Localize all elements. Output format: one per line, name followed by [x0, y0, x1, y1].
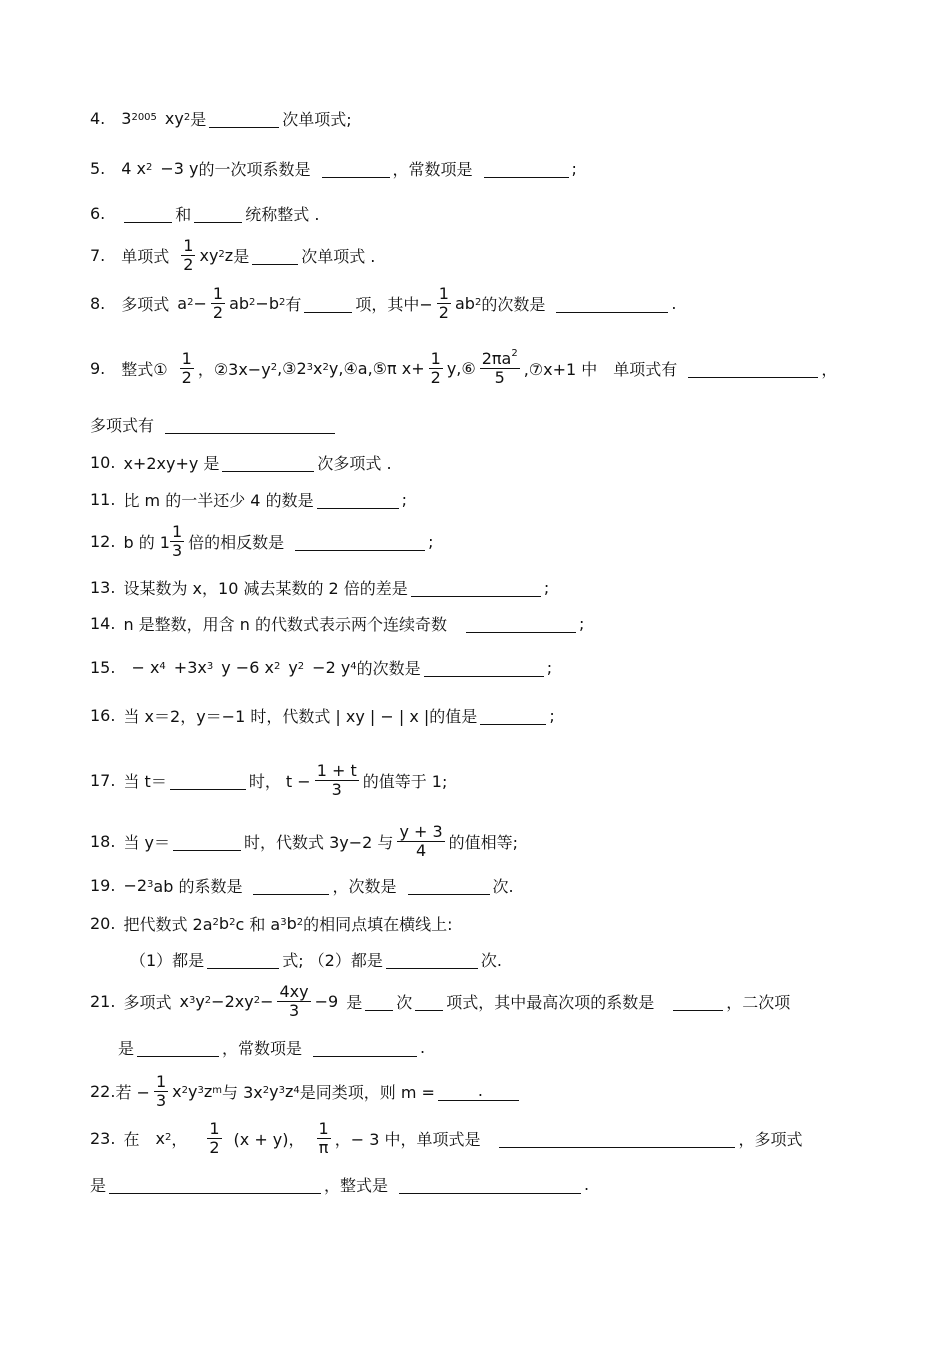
- text: （1）都是: [130, 950, 205, 970]
- text: 是: [233, 246, 250, 266]
- math-text: xy: [199, 245, 219, 265]
- question-number: 20.: [90, 913, 116, 933]
- answer-blank[interactable]: [438, 1082, 478, 1101]
- text: 次多项式 .: [317, 453, 392, 473]
- answer-blank[interactable]: [399, 1175, 581, 1194]
- text: 次.: [480, 950, 502, 970]
- question-9: 9. 整式① $\frac{1}{2}$ ，②3x−y 2 ,③2 3 x 2 y,④a,⑤π x+ $\frac{1}{2}$ y,⑥ $\frac{2\pi a^2}{5}$ ,⑦x+1 中 单项式有 ，: [90, 347, 838, 387]
- text: 的值等于 1;: [362, 771, 448, 791]
- answer-blank[interactable]: [365, 992, 393, 1011]
- fraction: [170, 523, 184, 559]
- text: ，: [171, 1129, 188, 1149]
- math-text: 3: [121, 108, 132, 128]
- text: 整式①: [121, 359, 168, 379]
- fraction: [317, 1120, 331, 1156]
- answer-blank[interactable]: [194, 204, 242, 223]
- question-19: 19. −2 3 ab 的系数是 ，次数是 次.: [90, 875, 514, 896]
- question-21: 21. 多项式 x 3 y 2 −2xy 2 − $\frac{4xy}{3}$ −9 是 次 项式，其中最高次项的系数是 ，二次项: [90, 981, 791, 1020]
- text: 当 t＝: [123, 771, 167, 791]
- numerator: 4xy: [279, 981, 309, 1001]
- question-13: [90, 567, 549, 607]
- text: ;: [546, 657, 553, 677]
- math-text: 4 x: [121, 158, 146, 178]
- question-number: 22.: [90, 1081, 116, 1101]
- question-number: 10.: [90, 452, 116, 472]
- numerator: 1: [318, 1118, 329, 1138]
- text: 当 x＝2，y＝−1 时，代数式 | xy | − | x |的值是: [123, 706, 478, 726]
- answer-blank[interactable]: [466, 614, 576, 633]
- text: x: [313, 358, 323, 378]
- text: 的值相等;: [448, 832, 519, 852]
- text: 在: [123, 1129, 140, 1149]
- numerator: 1: [209, 1118, 220, 1138]
- question-8: 8. 多项式 a 2 − $\frac{1}{2}$ ab 2 −b 2 有 项，其中− $\frac{1}{2}$ ab 2 的次数是 .: [90, 283, 677, 322]
- denominator: 4: [415, 840, 427, 860]
- denominator: 3: [331, 779, 342, 799]
- fraction: [429, 350, 443, 386]
- text: .: [584, 1174, 590, 1194]
- text: ,③2: [277, 358, 307, 378]
- text: 倍的相反数是: [188, 532, 285, 552]
- denominator: 5: [494, 367, 505, 387]
- numerator: 1: [155, 1071, 167, 1091]
- answer-blank[interactable]: [386, 950, 478, 969]
- denominator: 3: [171, 540, 183, 560]
- text: 单项式: [121, 246, 170, 266]
- numerator: y + 3: [399, 821, 443, 841]
- numerator: 1: [183, 235, 194, 255]
- text: 的相同点填在横线上:: [303, 914, 453, 934]
- text: ;: [401, 489, 407, 509]
- answer-blank[interactable]: [209, 109, 279, 128]
- denominator: 2: [212, 302, 224, 322]
- math-text: (x + y)，: [233, 1129, 305, 1149]
- question-11: [90, 479, 407, 519]
- text: 统称整式 .: [245, 204, 320, 224]
- question-22: 22. 若 − $\frac{1}{3}$ x 2 y 3 z m 与 3x 2 y 3 z 4 是同类项，则 m = .: [90, 1071, 522, 1111]
- text: 和: [175, 204, 192, 224]
- math-text: −2 y: [312, 657, 351, 677]
- answer-blank[interactable]: [252, 246, 298, 265]
- text: 是: [346, 992, 363, 1012]
- question-number: 19.: [90, 875, 116, 895]
- question-20-parts: [130, 939, 502, 979]
- question-15: 15. − x 4 +3x 3 y −6 x 2 y 2 −2 y 4 的次数是 ;: [90, 657, 553, 678]
- math-text: y: [187, 1081, 198, 1101]
- question-23: 23. 在 x 2 ， $\frac{1}{2}$ (x + y)， $\frac{1}{\pi}$ ，− 3 中，单项式是 ，多项式: [90, 1118, 803, 1157]
- text: 若 −: [115, 1082, 150, 1102]
- math-text: xy: [164, 108, 184, 128]
- math-text: a: [177, 293, 188, 313]
- text: 是同类项，则 m =: [299, 1082, 435, 1102]
- fraction: [180, 350, 194, 386]
- denominator: 3: [155, 1090, 167, 1110]
- math-text: b: [286, 913, 297, 933]
- text: x+2xy+y 是: [123, 453, 220, 473]
- text: ，多项式: [738, 1129, 803, 1149]
- text: 的次数是: [356, 658, 421, 678]
- math-text: −3 y: [160, 158, 199, 178]
- text: 与 3x: [221, 1082, 263, 1102]
- fraction: [154, 1073, 168, 1109]
- question-18: [90, 821, 518, 861]
- denominator: 3: [288, 1000, 300, 1020]
- text: .: [671, 293, 677, 313]
- answer-blank[interactable]: [313, 1038, 417, 1057]
- answer-blank[interactable]: [688, 359, 818, 378]
- denominator: 2: [209, 1137, 220, 1157]
- question-number: 8.: [90, 293, 106, 313]
- answer-blank[interactable]: [304, 294, 352, 313]
- denominator: 2: [438, 302, 449, 322]
- question-number: 4.: [90, 108, 106, 128]
- text: y,④a,⑤π x+: [328, 358, 425, 378]
- text: ，次数是: [332, 876, 397, 896]
- text: 是: [190, 109, 207, 129]
- question-number: 6.: [90, 203, 106, 223]
- question-number: 9.: [90, 358, 106, 378]
- text: 时，代数式 3y−2 与: [244, 832, 394, 852]
- question-number: 21.: [90, 991, 116, 1011]
- text: 当 y＝: [123, 832, 171, 852]
- question-6: [90, 193, 319, 233]
- question-number: 15.: [90, 657, 116, 677]
- math-text: −b: [255, 293, 279, 313]
- text: ,⑦x+1 中: [523, 359, 598, 379]
- answer-blank[interactable]: [424, 658, 544, 677]
- text: 比 m 的一半还少 4 的数是: [123, 490, 314, 510]
- answer-blank[interactable]: [556, 294, 668, 313]
- math-text: −2: [123, 875, 148, 895]
- text: ab 的系数是: [153, 876, 243, 896]
- math-text: ab: [229, 293, 250, 313]
- text: .: [477, 1081, 483, 1100]
- numerator: 1: [430, 348, 441, 368]
- text: 是: [90, 1175, 107, 1195]
- numerator-text: 2πa: [481, 348, 512, 368]
- fraction: [397, 823, 444, 859]
- math-text: y −6 x: [221, 657, 274, 677]
- text: 式; （2）都是: [282, 950, 383, 970]
- question-number: 7.: [90, 245, 106, 265]
- math-text: y: [288, 657, 298, 677]
- text: ，常数项是: [222, 1038, 303, 1058]
- math-text: ab: [454, 293, 475, 313]
- numerator: 1: [181, 348, 192, 368]
- answer-blank[interactable]: [415, 992, 443, 1011]
- question-20: 20. 把代数式 2a 2 b 2 c 和 a 3 b 2 的相同点填在横线上:: [90, 913, 453, 934]
- question-number: 13.: [90, 577, 116, 597]
- answer-blank[interactable]: [499, 1129, 735, 1148]
- math-text: −: [193, 293, 207, 313]
- math-text: z: [284, 1081, 294, 1101]
- question-17: [90, 760, 447, 800]
- question-16: [90, 695, 555, 735]
- answer-blank[interactable]: [165, 415, 335, 434]
- math-text: x: [155, 1128, 165, 1148]
- math-text: z: [224, 245, 234, 265]
- denominator: 2: [430, 367, 441, 387]
- question-4: 4. 3 2005 xy 2 是 次单项式;: [90, 108, 352, 129]
- exponent: 2: [511, 347, 518, 359]
- text: ，二次项: [726, 992, 791, 1012]
- math-text: x: [172, 1081, 182, 1101]
- text: ;: [549, 705, 555, 725]
- question-number: 5.: [90, 158, 106, 178]
- answer-blank[interactable]: [170, 771, 246, 790]
- answer-blank[interactable]: [484, 159, 569, 178]
- math-text: +3x: [173, 657, 207, 677]
- fraction: [480, 347, 520, 387]
- text: ，②3x−y: [197, 359, 271, 379]
- text: ，− 3 中，单项式是: [334, 1129, 481, 1149]
- text: 多项式: [123, 992, 172, 1012]
- answer-blank[interactable]: [253, 876, 329, 895]
- answer-blank[interactable]: [480, 706, 546, 725]
- math-text: y: [195, 991, 205, 1011]
- text: 项式，其中最高次项的系数是: [446, 992, 655, 1012]
- denominator: π: [318, 1137, 329, 1157]
- text: ;: [428, 531, 434, 551]
- answer-blank[interactable]: [317, 490, 399, 509]
- math-text: y: [269, 1081, 279, 1101]
- math-text: −2xy: [211, 991, 254, 1011]
- fraction: [181, 237, 195, 273]
- answer-blank[interactable]: [137, 1038, 219, 1057]
- answer-blank[interactable]: [673, 992, 723, 1011]
- question-9-continued: [90, 404, 338, 444]
- question-23-continued: [90, 1164, 589, 1204]
- text: ;: [579, 613, 585, 633]
- answer-blank[interactable]: [295, 532, 425, 551]
- fraction: [315, 762, 359, 798]
- numerator: 1: [212, 283, 224, 303]
- fraction: [207, 1120, 221, 1156]
- text: 多项式: [121, 294, 170, 314]
- text: 多项式有: [90, 415, 155, 435]
- text: 次.: [492, 876, 514, 896]
- text: ，: [821, 359, 838, 379]
- text: 把代数式 2a: [123, 914, 213, 934]
- answer-blank[interactable]: [207, 950, 279, 969]
- math-text: −: [260, 991, 274, 1011]
- answer-blank[interactable]: [483, 1082, 519, 1101]
- text: ;: [571, 158, 577, 178]
- math-text: z: [203, 1081, 213, 1101]
- fraction: [277, 983, 310, 1019]
- math-text: − x: [131, 657, 160, 677]
- text: 次: [396, 992, 413, 1012]
- math-text: b: [218, 913, 230, 933]
- text: 单项式有: [613, 359, 678, 379]
- text: 项，其中−: [355, 294, 433, 314]
- question-number: 16.: [90, 705, 116, 725]
- text: c 和 a: [235, 914, 281, 934]
- answer-blank[interactable]: [322, 159, 390, 178]
- question-12: [90, 521, 434, 561]
- answer-blank[interactable]: [222, 453, 314, 472]
- question-number: 23.: [90, 1128, 116, 1148]
- text: 的一次项系数是: [198, 159, 311, 179]
- question-21-continued: [118, 1027, 425, 1067]
- denominator: 2: [181, 367, 192, 387]
- answer-blank[interactable]: [408, 876, 490, 895]
- text: 时， t −: [248, 771, 311, 791]
- math-text: x: [179, 991, 189, 1011]
- answer-blank[interactable]: [124, 204, 172, 223]
- fraction: [437, 285, 451, 321]
- numerator: 1: [171, 521, 183, 541]
- text: n 是整数，用含 n 的代数式表示两个连续奇数: [123, 614, 447, 634]
- fraction: [211, 285, 225, 321]
- question-number: 14.: [90, 613, 116, 633]
- question-7: 7. 单项式 $\frac{1}{2}$ xy 2 z 是 次单项式 .: [90, 235, 376, 274]
- text: 是: [118, 1038, 135, 1058]
- numerator: 1: [438, 283, 449, 303]
- question-number: 12.: [90, 531, 116, 551]
- question-10: [90, 442, 392, 482]
- math-text: −9: [314, 991, 339, 1011]
- question-number: 17.: [90, 770, 116, 790]
- numerator: [480, 347, 520, 369]
- question-14: [90, 603, 584, 643]
- numerator: 1 + t: [316, 760, 357, 780]
- text: 有: [285, 294, 302, 314]
- answer-blank[interactable]: [411, 578, 541, 597]
- denominator: 2: [183, 254, 194, 274]
- question-5: 5. 4 x 2 −3 y 的一次项系数是 ，常数项是 ;: [90, 158, 577, 179]
- text: ;: [543, 577, 550, 597]
- text: 次单项式;: [282, 109, 352, 129]
- question-number: 18.: [90, 831, 116, 851]
- answer-blank[interactable]: [109, 1175, 321, 1194]
- text: 的次数是: [481, 294, 546, 314]
- text: 设某数为 x，10 减去某数的 2 倍的差是: [123, 578, 408, 598]
- text: ，整式是: [324, 1175, 389, 1195]
- question-number: 11.: [90, 489, 116, 509]
- answer-blank[interactable]: [173, 832, 241, 851]
- text: .: [420, 1037, 426, 1057]
- text: b 的 1: [123, 532, 170, 552]
- text: 次单项式 .: [301, 246, 376, 266]
- text: ，常数项是: [392, 159, 473, 179]
- text: y,⑥: [446, 358, 476, 378]
